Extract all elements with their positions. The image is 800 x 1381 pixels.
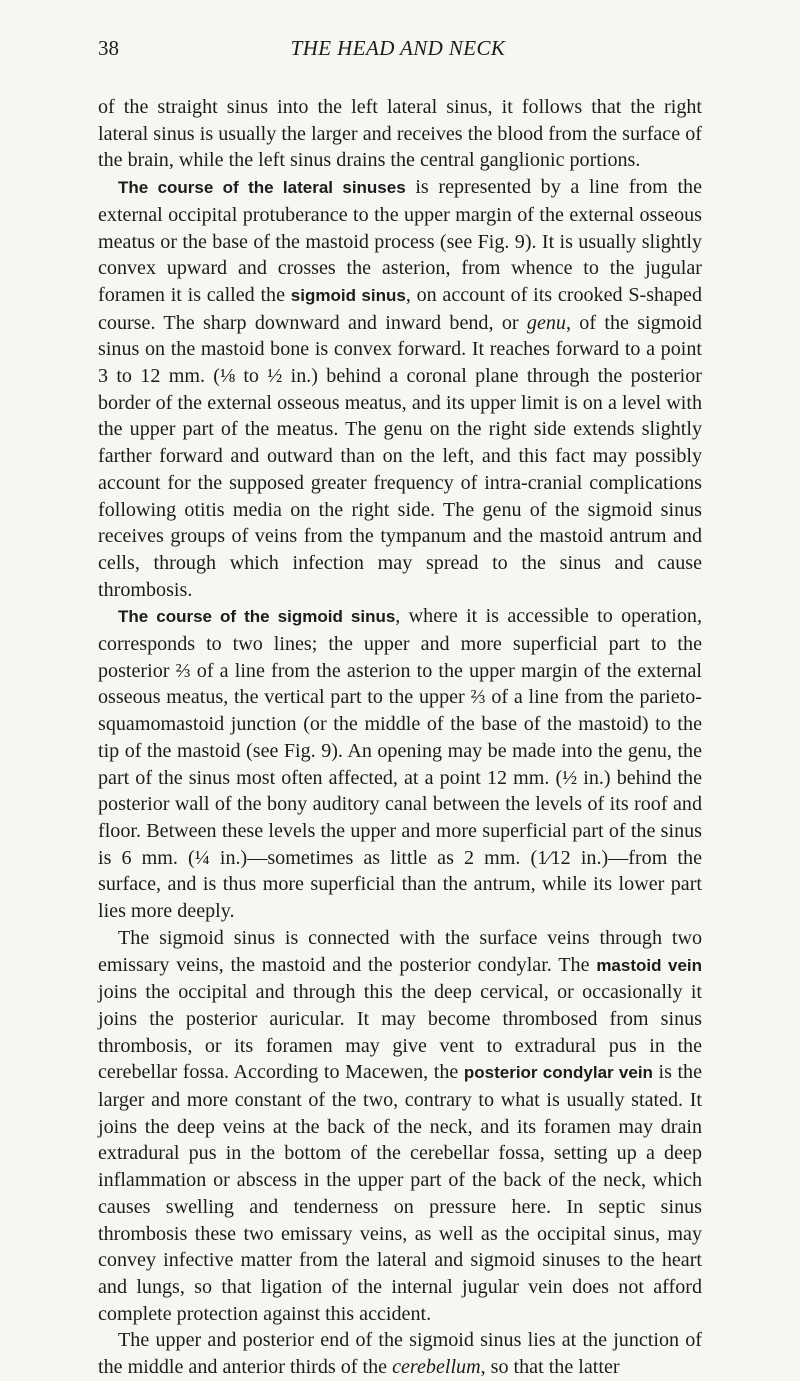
paragraph [98, 603, 702, 924]
text-run: joins the occipital and through this the deep cervical, or occasionally it joins the posterior auricular. It may become thrombosed from sinus thrombosis, or its foramen may give vent to extradural pus in the cerebellar fossa. According to Macewen, the [98, 981, 702, 1084]
paragraph [98, 925, 702, 1328]
bold-term: posterior condylar vein [463, 1063, 653, 1083]
italic-term: cerebellum [392, 1356, 481, 1379]
paragraph [98, 174, 702, 603]
paragraph [98, 94, 702, 174]
text-run: The upper and posterior end of the sigmoid sinus lies at the junction of the middle and anterior thirds of the [98, 1329, 702, 1379]
text-run: , so that the latter [480, 1356, 620, 1379]
text-run: The sigmoid sinus is connected with the surface veins through two emissary veins, the mastoid and the posterior condylar. The [98, 926, 702, 976]
text-run: is the larger and more constant of the two, contrary to what is usually stated. It joins the deep veins at the back of the neck, and its foramen may drain extradural pus in the bottom of the cerebellar fossa, setting up a deep inflammation or abscess in the upper part of the back of the neck, which causes swelling and tenderness on pressure here. In septic sinus thrombosis these two emissary veins, as well as the occipital sinus, may convey infective matter from the lateral and sigmoid sinuses to the heart and lungs, so that ligation of the internal jugular vein does not afford complete protection against this accident. [98, 1061, 703, 1325]
text-run: , on account of its crooked S-shaped course. The sharp downward and inward bend, or [98, 283, 703, 334]
running-head: THE HEAD AND NECK [290, 36, 506, 60]
text-run: , where it is accessible to operation, corresponds to two lines; the upper and more superficial part to the posterior ⅔ of a line from the asterion to the upper margin of the external osseous meatus, the vertical part to the upper ⅔ of a line from the parieto-squamomastoid junction (or the middle of the base of the mastoid) to the tip of the mastoid (see Fig. 9). An opening may be made into the genu, the part of the sinus most often affected, at a point 12 mm. (½ in.) behind the posterior wall of the bony auditory canal between the levels of its roof and floor. Between these levels the upper and more superficial part of the sinus is 6 mm. (¼ in.)—sometimes as little as 2 mm. (1⁄12 in.)—from the surface, and is thus more superficial than the antrum, while its lower part lies more deeply. [98, 605, 702, 923]
paragraph [98, 1327, 702, 1380]
page-header [98, 36, 698, 70]
text-run: , of the sigmoid sinus on the mastoid bone is convex forward. It reaches forward to a point 3 to 12 mm. (⅛ to ½ in.) behind a coronal plane through the posterior border of the external osseous meatus, and its upper limit is on a level with the upper part of the meatus. The genu on the right side extends slightly farther forward and outward than on the left, and this fact may possibly account for the supposed greater frequency of intra-cranial complications following otitis media on the right side. The genu of the sigmoid sinus receives groups of veins from the tympanum and the mastoid antrum and cells, through which infection may spread to the sinus and cause thrombosis. [98, 311, 702, 601]
text-run: of the straight sinus into the left lateral sinus, it follows that the right lateral sinus is usually the larger and receives the blood from the surface of the brain, while the left sinus drains the central ganglionic portions. [98, 96, 702, 172]
body-text [98, 94, 702, 1381]
text-run: is represented by a line from the external occipital protuberance to the upper margin of the external osseous meatus or the base of the mastoid process (see Fig. 9). It is usually slightly convex upward and crosses the asterion, from whence to the jugular foramen it is called the [98, 176, 703, 306]
bold-term: The course of the sigmoid sinus [118, 607, 396, 627]
italic-term: genu [526, 311, 566, 334]
bold-term: sigmoid sinus [290, 285, 406, 305]
page-number: 38 [98, 36, 119, 60]
bold-term: The course of the lateral sinuses [118, 178, 406, 198]
bold-term: mastoid vein [596, 955, 703, 975]
